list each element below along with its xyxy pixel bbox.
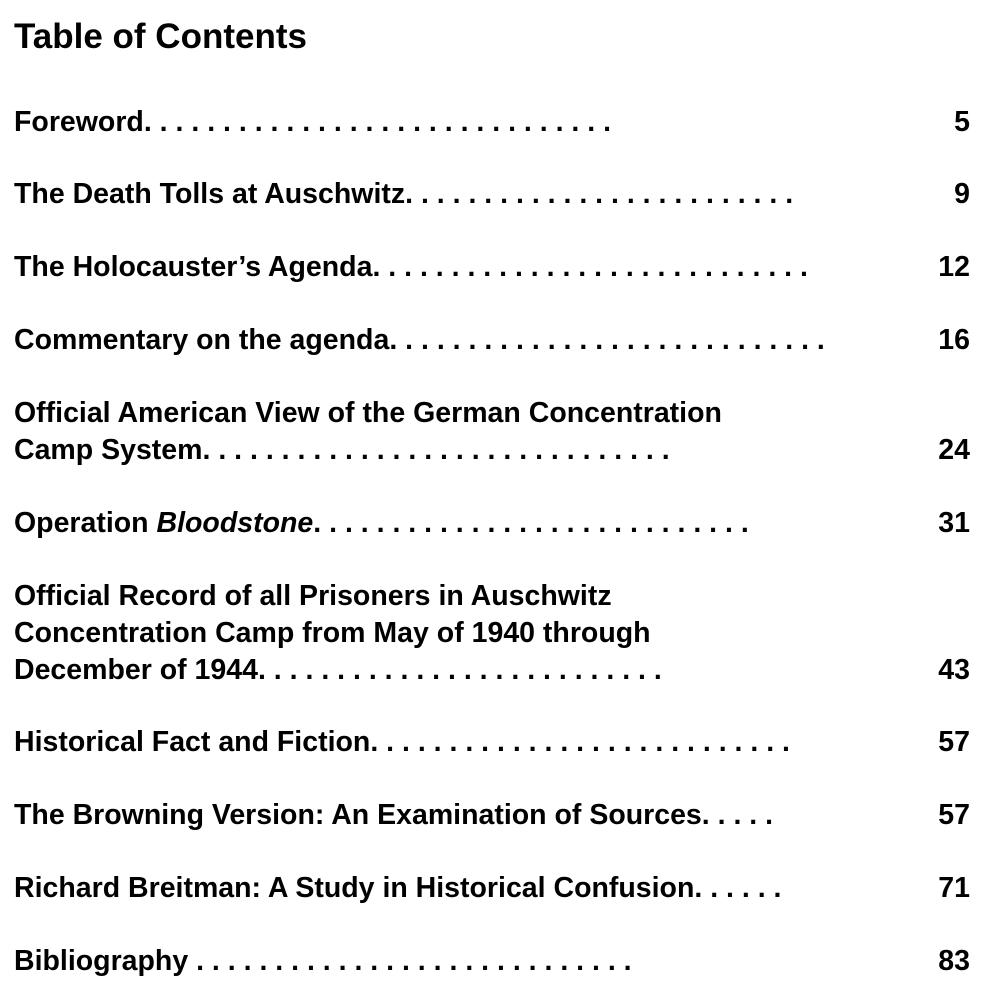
toc-entry-foreword[interactable] (14, 104, 970, 141)
toc-entry-line: Official Record of all Prisoners in Auschwitz (14, 580, 612, 612)
toc-entry-title: The Holocauster’s Agenda (14, 251, 373, 283)
dot-leader: . . . . . . (694, 872, 782, 904)
toc-entry-line (14, 505, 970, 542)
toc-entry-line (14, 797, 970, 834)
toc-entry-title: Operation (14, 507, 157, 539)
dot-leader: . . . . . . . . . . . . . . . . . . . . . . . . . . (257, 654, 662, 686)
toc-entry-line (14, 652, 970, 689)
toc-entry-page-number: 24 (938, 434, 970, 466)
toc-entry-commentary[interactable] (14, 322, 970, 359)
toc-entry-line: Concentration Camp from May of 1940 through (14, 617, 651, 649)
toc-entry-line (14, 322, 970, 359)
dot-leader: . . . . . (701, 799, 774, 831)
dot-leader: . . . . . . . . . . . . . . . . . . . . . . . . . . . . . . (202, 434, 670, 466)
toc-entry-title: Historical Fact and Fiction (14, 726, 371, 758)
toc-entry-historical-fact[interactable] (14, 724, 970, 761)
toc-entry-page-number: 71 (938, 872, 970, 904)
dot-leader: . . . . . . . . . . . . . . . . . . . . . . . . . (405, 178, 794, 210)
toc-entry-line (14, 176, 970, 213)
toc-entry-bibliography[interactable] (14, 943, 970, 980)
toc-entry-browning-version[interactable] (14, 797, 970, 834)
dot-leader: . . . . . . . . . . . . . . . . . . . . . . . . . . . . (372, 251, 808, 283)
toc-entry-title: Foreword (14, 106, 144, 138)
toc-entry-line (14, 724, 970, 761)
toc-entry-title: Bibliography (14, 945, 197, 977)
toc-entry-official-record[interactable] (14, 578, 970, 689)
toc-entry-operation-bloodstone[interactable] (14, 505, 970, 542)
toc-entry-page-number: 57 (938, 726, 970, 758)
dot-leader: . . . . . . . . . . . . . . . . . . . . . . . . . . . . . . (143, 106, 612, 138)
toc-entry-page-number: 9 (954, 178, 970, 210)
toc-entry-richard-breitman[interactable] (14, 870, 970, 907)
toc-entry-death-tolls[interactable] (14, 176, 970, 213)
toc-entry-title: Camp System (14, 434, 203, 466)
toc-entry-american-view[interactable] (14, 395, 970, 469)
toc-entry-line (14, 943, 970, 980)
dot-leader: . . . . . . . . . . . . . . . . . . . . . . . . . . . . (196, 945, 632, 977)
toc-entry-line (14, 104, 970, 141)
toc-entry-line: Official American View of the German Concentration (14, 397, 722, 429)
toc-entry-line (14, 249, 970, 286)
toc-entry-page-number: 16 (938, 324, 970, 356)
toc-entry-title: December of 1944 (14, 654, 258, 686)
toc-entry-title: The Death Tolls at Auschwitz (14, 178, 406, 210)
dot-leader: . . . . . . . . . . . . . . . . . . . . . . . . . . . . (313, 507, 749, 539)
toc-entry-page-number: 57 (938, 799, 970, 831)
toc-entry-page-number: 83 (938, 945, 970, 977)
toc-heading: Table of Contents (14, 17, 307, 56)
toc-entry-page-number: 43 (938, 654, 970, 686)
toc-entry-title-italic: Bloodstone (156, 507, 314, 539)
toc-entry-holocausters-agenda[interactable] (14, 249, 970, 286)
toc-entry-title: The Browning Version: An Examination of Sources (14, 799, 702, 831)
toc-entry-line (14, 870, 970, 907)
toc-entry-title: Richard Breitman: A Study in Historical Confusion (14, 872, 695, 904)
dot-leader: . . . . . . . . . . . . . . . . . . . . . . . . . . . (370, 726, 790, 758)
toc-entry-title: Commentary on the agenda (14, 324, 390, 356)
toc-entry-line (14, 432, 970, 469)
dot-leader: . . . . . . . . . . . . . . . . . . . . . . . . . . . . (389, 324, 825, 356)
toc-entry-page-number: 12 (938, 251, 970, 283)
toc-entry-page-number: 5 (954, 106, 970, 138)
toc-entry-page-number: 31 (938, 507, 970, 539)
